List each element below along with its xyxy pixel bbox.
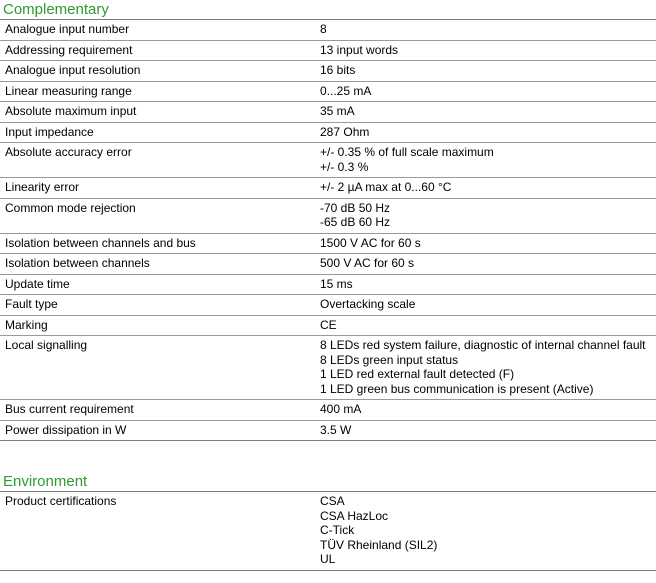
spec-label: Product certifications — [0, 492, 318, 570]
spec-row — [0, 102, 656, 123]
spec-label: Fault type — [0, 295, 318, 316]
spec-label: Analogue input number — [0, 20, 318, 40]
spec-value — [318, 400, 656, 421]
spec-value-line: 8 LEDs red system failure, diagnostic of internal channel fault — [320, 338, 646, 352]
spec-value-line: +/- 2 µA max at 0...60 °C — [320, 180, 452, 194]
spec-value-line: 3.5 W — [320, 422, 352, 437]
spec-row — [0, 400, 656, 421]
spec-value-line: 500 V AC for 60 s — [320, 256, 415, 270]
spec-value-line: CE — [320, 317, 337, 332]
spec-value-line: 15 ms — [320, 276, 353, 291]
spec-row — [0, 254, 656, 275]
spec-value-line: 1 LED red external fault detected (F) — [320, 367, 515, 381]
spec-value-line: -70 dB 50 Hz — [320, 200, 391, 215]
spec-row — [0, 336, 656, 400]
spec-row — [0, 295, 656, 316]
spec-value-line: 8 LEDs green input status — [320, 352, 459, 367]
spec-table — [0, 492, 656, 571]
spec-value — [318, 20, 656, 40]
spec-value-line: +/- 0.3 % — [320, 159, 369, 174]
spec-row — [0, 20, 656, 40]
spec-label: Isolation between channels — [0, 254, 318, 275]
spec-value-line: 1500 V AC for 60 s — [320, 235, 421, 250]
spec-value-line: CSA HazLoc — [320, 508, 389, 523]
spec-value-line: CSA — [320, 494, 345, 508]
spec-value — [318, 102, 656, 123]
spec-value-line: UL — [320, 552, 336, 566]
spec-label: Input impedance — [0, 122, 318, 143]
spec-label: Bus current requirement — [0, 400, 318, 421]
spec-value — [318, 233, 656, 254]
section-environment — [0, 472, 656, 571]
spec-label: Absolute accuracy error — [0, 143, 318, 178]
section-title: Complementary — [3, 1, 109, 18]
spec-value — [318, 420, 656, 441]
spec-value — [318, 61, 656, 82]
spec-value-line: 13 input words — [320, 42, 399, 57]
spec-value — [318, 492, 656, 570]
spec-label: Linear measuring range — [0, 81, 318, 102]
spec-value-line: 0...25 mA — [320, 83, 372, 98]
spec-value — [318, 81, 656, 102]
spec-row — [0, 315, 656, 336]
spec-value — [318, 40, 656, 61]
spec-value-line: Overtacking scale — [320, 297, 416, 311]
spec-row — [0, 61, 656, 82]
spec-row — [0, 143, 656, 178]
spec-value-line: 8 — [320, 22, 327, 36]
spec-label: Common mode rejection — [0, 198, 318, 233]
spec-label: Marking — [0, 315, 318, 336]
spec-label: Addressing requirement — [0, 40, 318, 61]
spec-value-line: -65 dB 60 Hz — [320, 215, 391, 229]
section-title: Environment — [3, 473, 88, 490]
spec-value-line: 35 mA — [320, 104, 355, 118]
spec-value — [318, 178, 656, 199]
spec-value-line: TÜV Rheinland (SIL2) — [320, 537, 438, 552]
spec-value-line: 400 mA — [320, 402, 362, 416]
spec-label: Update time — [0, 274, 318, 295]
spec-label: Local signalling — [0, 336, 318, 400]
spec-label: Absolute maximum input — [0, 102, 318, 123]
spec-row — [0, 233, 656, 254]
spec-label: Isolation between channels and bus — [0, 233, 318, 254]
spec-row — [0, 420, 656, 441]
spec-row — [0, 81, 656, 102]
spec-label: Linearity error — [0, 178, 318, 199]
spec-value — [318, 143, 656, 178]
spec-value — [318, 198, 656, 233]
spec-label: Analogue input resolution — [0, 61, 318, 82]
spec-value — [318, 122, 656, 143]
spec-value-line: C-Tick — [320, 523, 355, 537]
spec-row — [0, 122, 656, 143]
spec-value — [318, 315, 656, 336]
spec-row — [0, 198, 656, 233]
spec-row — [0, 178, 656, 199]
spec-value-line: 1 LED green bus communication is present (Active) — [320, 381, 594, 396]
spec-row — [0, 40, 656, 61]
spec-value — [318, 254, 656, 275]
spec-value — [318, 274, 656, 295]
spec-value — [318, 336, 656, 400]
spec-value-line: 16 bits — [320, 63, 356, 77]
spec-label: Power dissipation in W — [0, 420, 318, 441]
spec-table — [0, 20, 656, 441]
spec-row — [0, 274, 656, 295]
spec-value-line: +/- 0.35 % of full scale maximum — [320, 145, 494, 159]
spec-value — [318, 295, 656, 316]
spec-row — [0, 492, 656, 570]
spec-value-line: 287 Ohm — [320, 124, 370, 139]
